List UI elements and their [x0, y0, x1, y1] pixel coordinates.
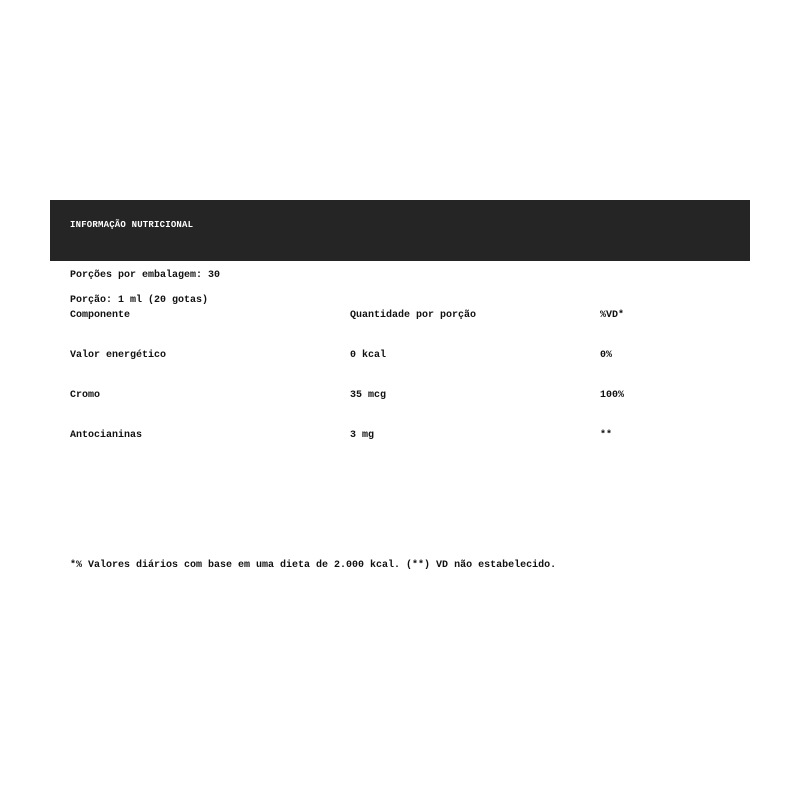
component-daily-value: 100%: [600, 390, 625, 401]
component-quantity: 35 mcg: [350, 390, 387, 401]
servings-per-package: Porções por embalagem: 30: [70, 270, 221, 281]
nutrition-facts-panel: [50, 200, 750, 571]
table-row: [70, 390, 730, 404]
component-quantity: 3 mg: [350, 430, 375, 441]
column-header-daily-value: %VD*: [600, 310, 625, 321]
portion-size: Porção: 1 ml (20 gotas): [70, 295, 209, 306]
table-row: [70, 350, 730, 364]
nutrition-title: INFORMAÇÃO NUTRICIONAL: [70, 220, 194, 230]
component-daily-value: **: [600, 430, 613, 441]
component-daily-value: 0%: [600, 350, 613, 361]
nutrition-header-bar: [50, 200, 750, 261]
column-header-quantity: Quantidade por porção: [350, 310, 477, 321]
component-name: Antocianinas: [70, 430, 143, 441]
component-name: Valor energético: [70, 350, 167, 361]
column-header-component: Componente: [70, 310, 131, 321]
component-quantity: 0 kcal: [350, 350, 387, 361]
table-row: [70, 430, 730, 444]
daily-value-footnote: *% Valores diários com base em uma dieta de 2.000 kcal. (**) VD não estabelecido.: [70, 560, 557, 571]
table-header-row: [70, 310, 730, 324]
component-name: Cromo: [70, 390, 101, 401]
